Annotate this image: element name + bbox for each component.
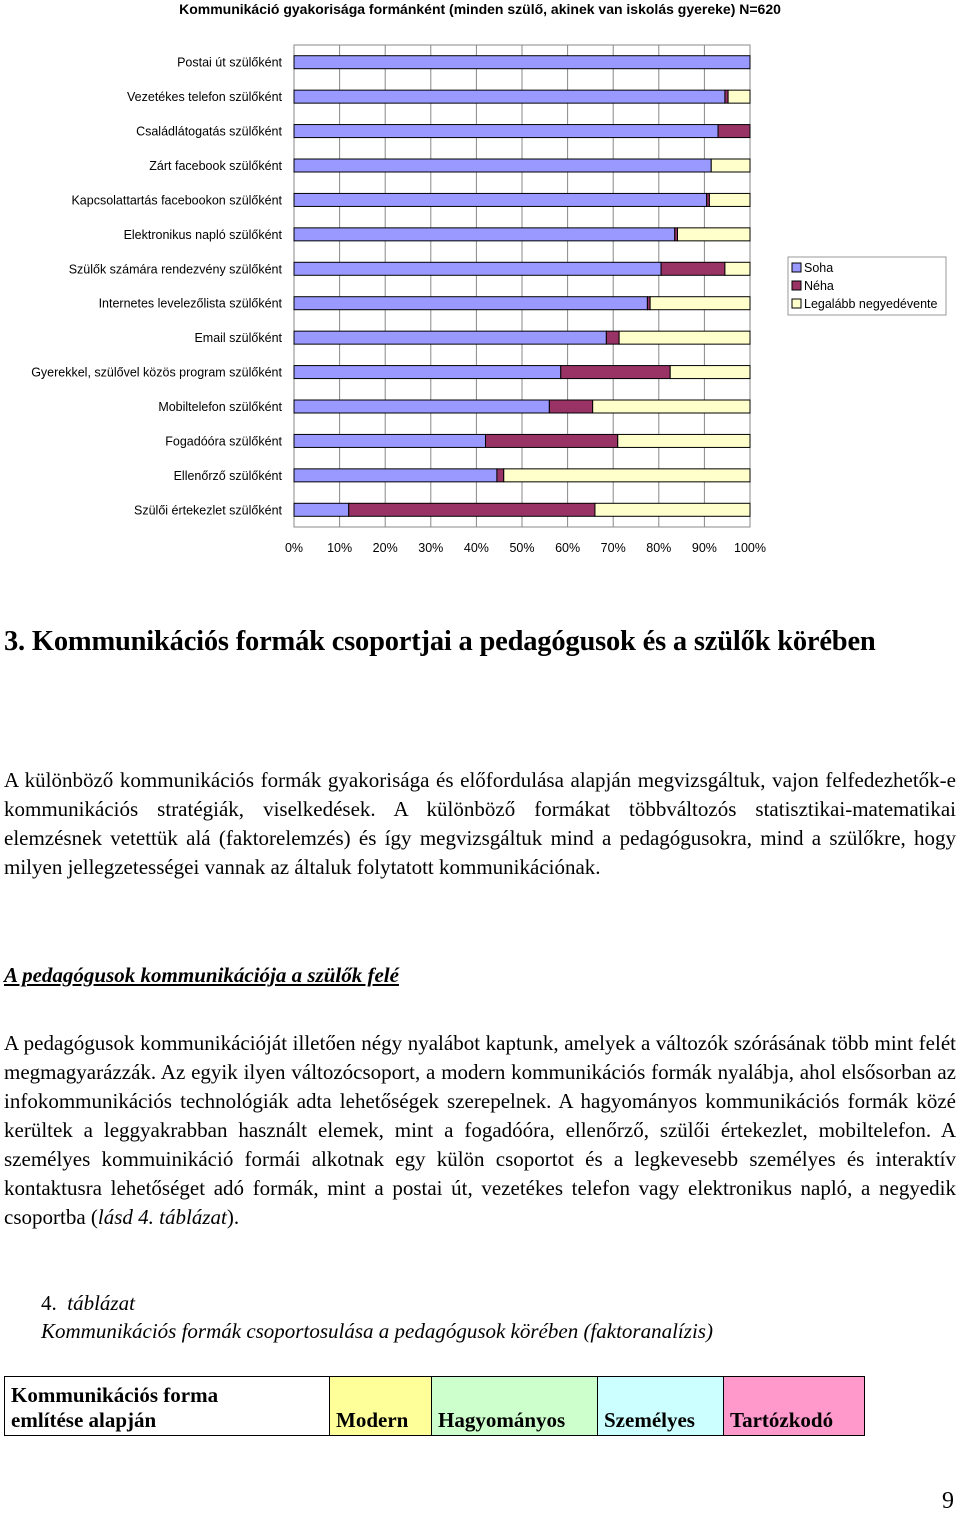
category-label: Zárt facebook szülőként [149,159,282,173]
bar-segment [718,125,750,138]
bar-segment [497,469,504,482]
bar-segment [618,434,750,447]
table-caption-number [41,1291,135,1316]
bar-segment [294,56,750,69]
x-tick-label: 60% [555,541,581,555]
bar-segment [294,125,718,138]
legend-label: Soha [804,261,834,275]
category-label: Szülői értekezlet szülőként [134,503,282,518]
x-tick-label: 50% [509,541,535,555]
category-label: Mobiltelefon szülőként [158,400,282,414]
bar-segment [711,159,750,172]
body-paragraph [4,1029,956,1232]
category-label: Fogadóóra szülőként [165,434,282,449]
category-label: Szülők számára rendezvény szülőként [68,262,282,277]
intro-paragraph: A különböző kommunikációs formák gyakorisága és előfordulása alapján megvizsgáltuk, vajon felfedezhetők-e kommunikációs stratégiák, viselkedések. A különböző formákat többváltozós statisztikai-matematikai elemzésnek vetettük alá (faktorelemzés) és így megvizsgáltuk mind a pedagógusokra, mind a szülőkre, hogy milyen jellegzetességei vannak az általuk folytatott kommunikációnak. [4,768,956,879]
bar-segment [619,331,750,344]
stacked-bar-chart [0,0,960,600]
category-label: Gyerekkel, szülővel közös program szülőként [31,365,282,380]
x-tick-label: 100% [734,541,766,555]
bar-segment [709,193,750,206]
bar-segment [294,331,606,344]
table-label: táblázat [67,1291,135,1315]
bar-segment [725,262,750,275]
category-label: Családlátogatás szülőként [136,124,282,139]
bar-segment [486,434,618,447]
bar-segment [294,366,561,379]
factor-table [4,1376,865,1436]
bar-segment [650,297,750,310]
bar-segment [595,503,750,516]
x-tick-label: 40% [463,541,489,555]
table-caption-title: Kommunikációs formák csoportosulása a pedagógusok körében (faktoranalízis) [41,1319,713,1343]
category-label: Kapcsolattartás facebookon szülőként [71,193,282,208]
bar-segment [728,90,750,103]
legend-label: Legalább negyedévente [804,297,938,311]
chart-legend [788,257,946,315]
paragraph-text: A pedagógusok kommunikációját illetően négy nyalábot kaptunk, amelyek a változók szórásának több mint felét megmagyarázzák. Az egyik ilyen változócsoport, a modern kommunikációs formák nyalábja, ahol elsősorban az infokommunikációs technológiák adta lehetőségek szerepelnek. A hagyományos kommunikációs formák közé kerültek a leggyakrabban használt elemek, mint a fogadóóra, ellenőrző, szülői értekezlet, mobiltelefon. A személyes kommuinikáció formái alkotnak egy külön csoportot és a legkevesebb személyes és interaktív kontaktusra lehetőséget adó formák, mint a postai út, vezetékes telefon vagy elektronikus napló, a negyedik csoportba ( [4,1031,956,1229]
table-number: 4. [41,1291,57,1315]
header-line-1: Kommunikációs forma [11,1383,219,1407]
chart-title: Kommunikáció gyakorisága formánként (minden szülő, akinek van iskolás gyereke) N=620 [179,1,781,17]
subsection-heading: A pedagógusok kommunikációja a szülők felé [4,963,399,987]
column-szemelyes: Személyes [598,1377,724,1436]
bar-segment [294,503,349,516]
category-label: Internetes levelezőlista szülőként [98,296,282,311]
bar-segment [606,331,619,344]
x-tick-label: 70% [600,541,626,555]
bar-segment [294,90,725,103]
category-label: Elektronikus napló szülőként [123,227,282,242]
bar-segment [677,228,750,241]
x-tick-label: 0% [284,541,304,555]
chart-gridlines [294,45,750,527]
table-reference: lásd 4. táblázat [97,1205,227,1229]
x-axis-tick-labels [285,541,766,555]
x-tick-label: 10% [327,541,353,555]
column-hagyomanyos: Hagyományos [432,1377,598,1436]
bar-segment [593,400,750,413]
page-number: 9 [942,1488,954,1514]
legend-label: Néha [804,279,834,293]
bar-segment [504,469,750,482]
bar-segment [294,159,711,172]
x-tick-label: 80% [646,541,672,555]
x-tick-label: 30% [418,541,444,555]
legend-swatch [792,281,801,290]
table-header-cell [5,1377,330,1436]
header-line-2: említése alapján [11,1408,157,1432]
bar-segment [294,434,486,447]
bar-segment [294,228,675,241]
category-labels [31,56,282,518]
x-tick-label: 20% [372,541,398,555]
category-label: Postai út szülőként [177,55,282,70]
bar-segment [670,366,750,379]
category-label: Vezetékes telefon szülőként [127,90,282,105]
x-tick-label: 90% [691,541,717,555]
section-heading: 3. Kommunikációs formák csoportjai a pedagógusok és a szülők körében [4,626,876,657]
bar-segment [294,400,549,413]
bar-segment [549,400,592,413]
bar-segment [294,193,707,206]
bar-segment [349,503,595,516]
legend-swatch [792,299,801,308]
bar-segment [294,469,497,482]
column-modern: Modern [330,1377,432,1436]
bar-segment [294,262,661,275]
legend-swatch [792,263,801,272]
bar-segment [561,366,670,379]
paragraph-text-end: ). [226,1205,240,1229]
table-header-row [5,1377,865,1436]
category-label: Email szülőként [194,331,282,346]
bar-segment [661,262,725,275]
column-tartozkodo: Tartózkodó [724,1377,865,1436]
bar-segment [294,297,647,310]
category-label: Ellenőrző szülőként [173,468,282,483]
